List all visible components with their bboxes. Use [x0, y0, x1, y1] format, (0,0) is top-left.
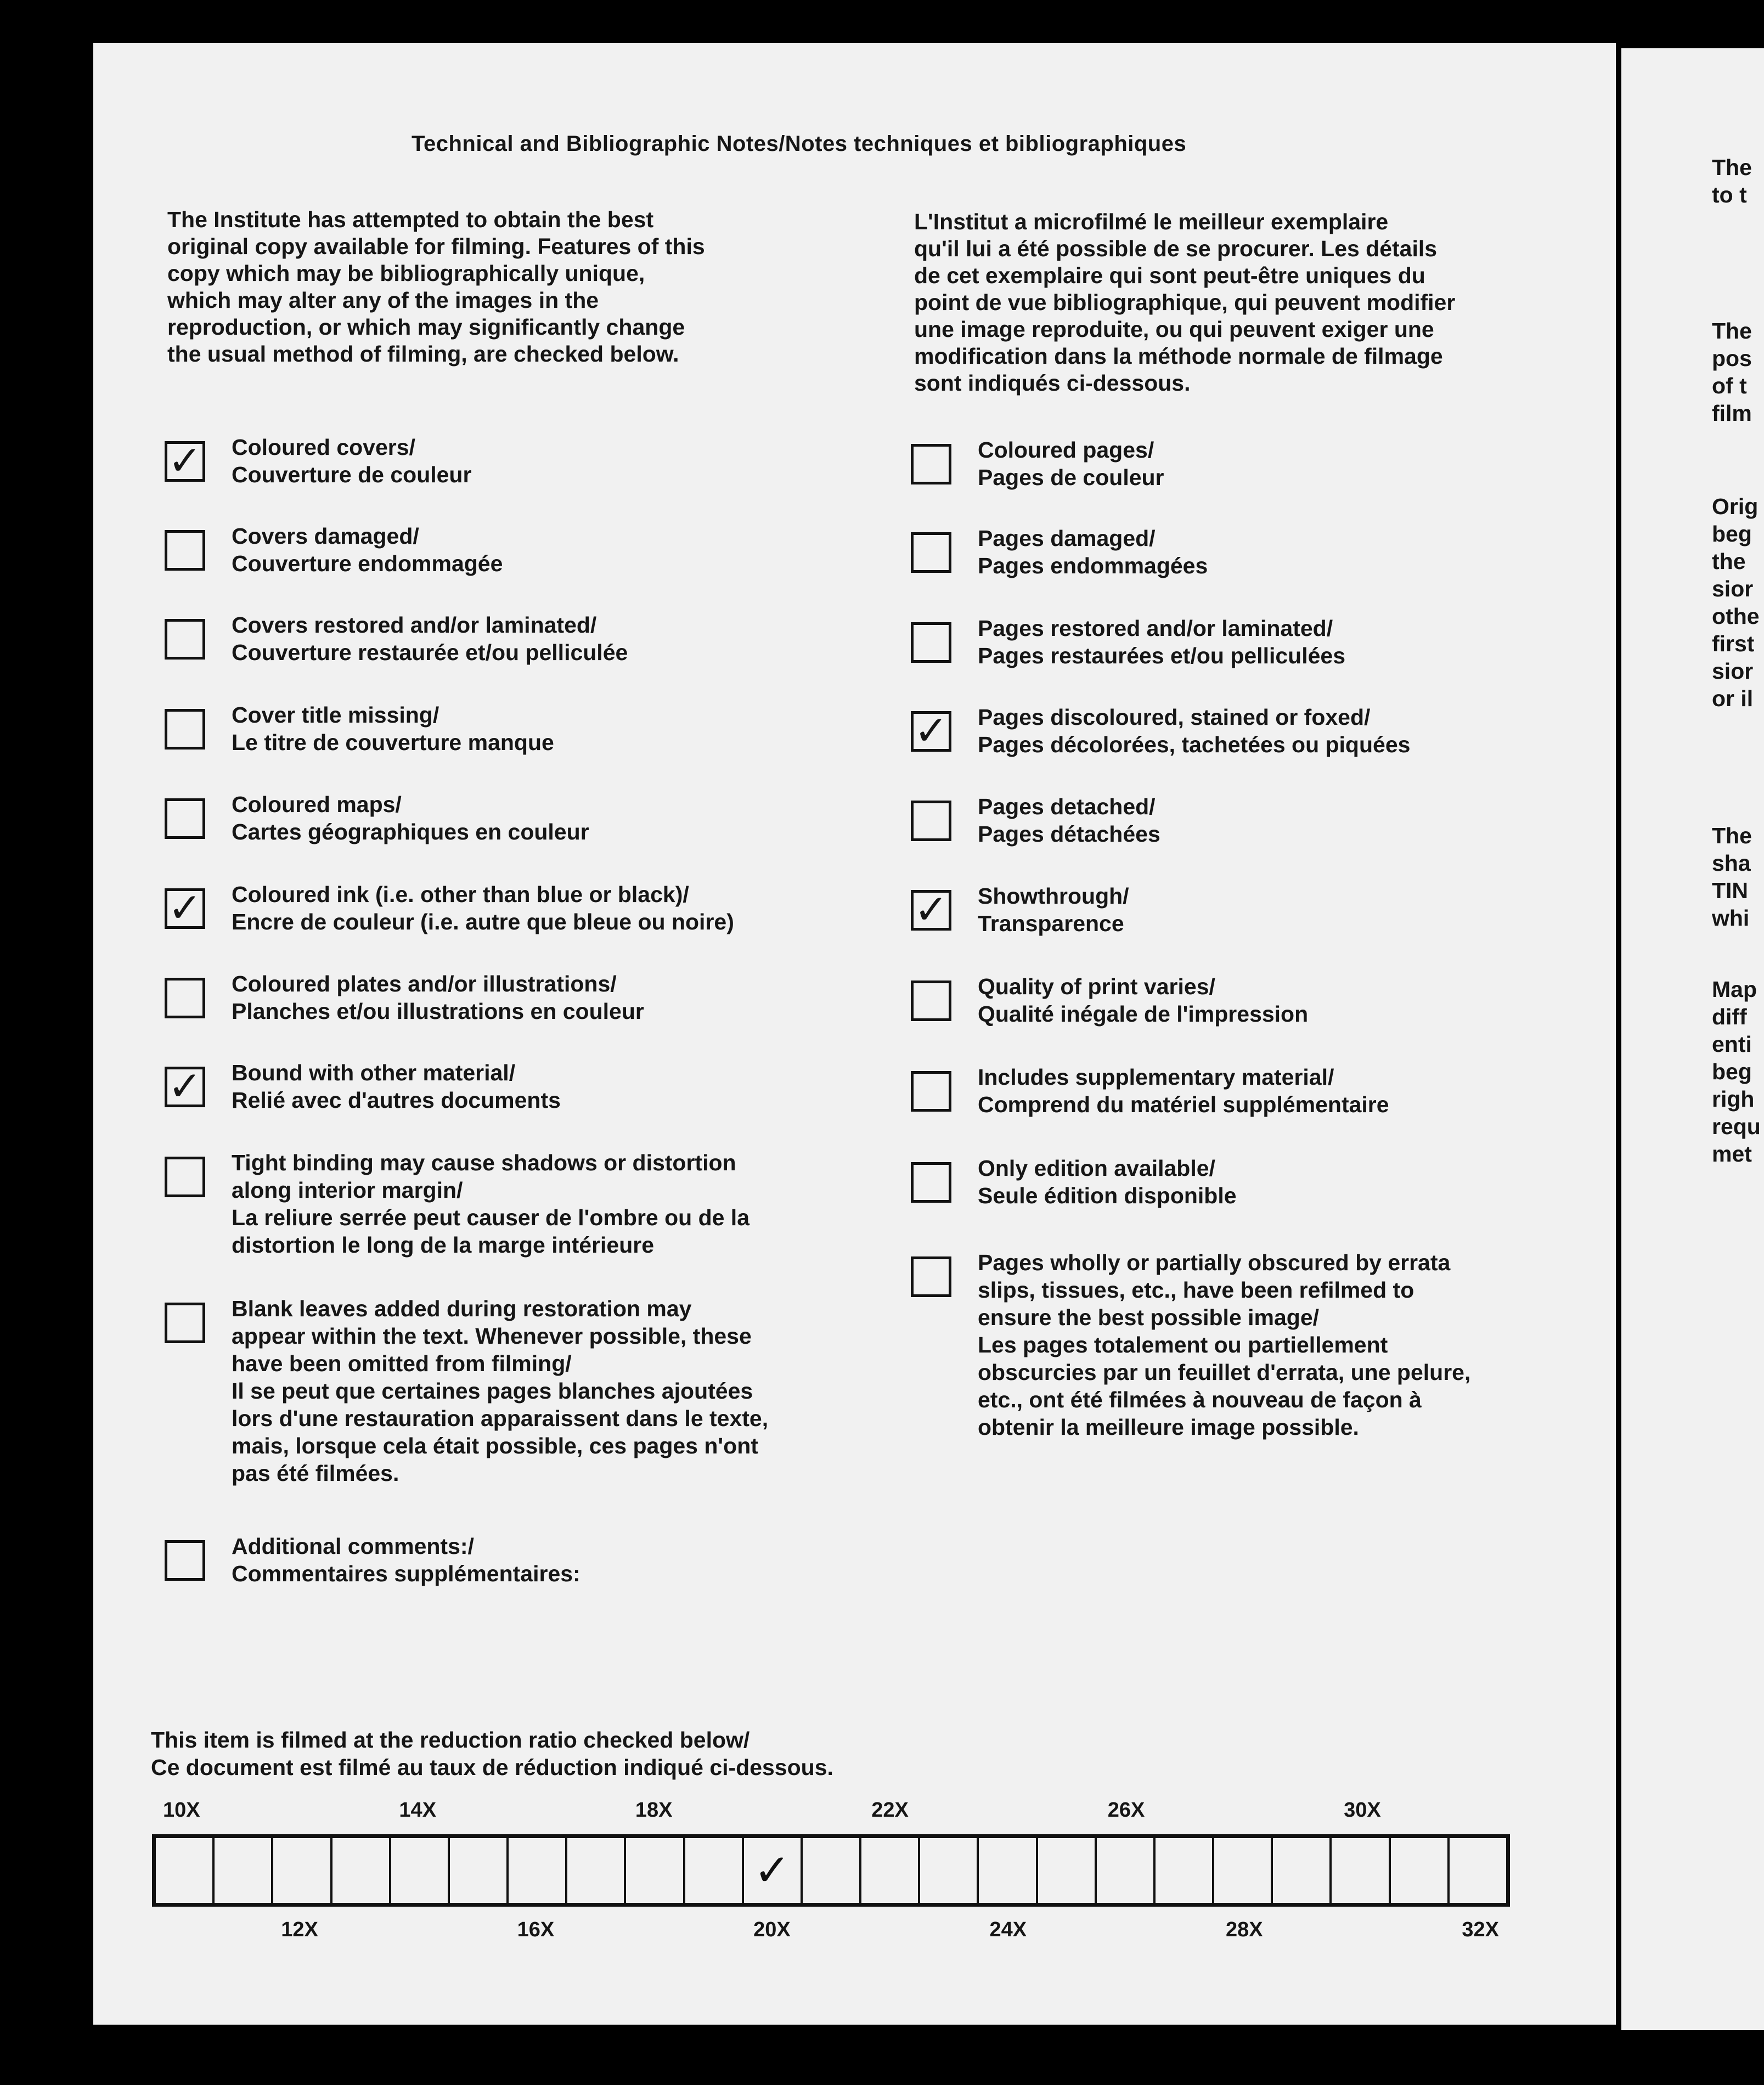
edge-text-line: first	[1712, 631, 1755, 656]
item-label-line: Includes supplementary material/	[978, 1064, 1334, 1090]
item-label-line: Il se peut que certaines pages blanches ajoutées	[232, 1378, 753, 1404]
item-label-line: Coloured plates and/or illustrations/	[232, 971, 617, 996]
edge-text-line: The	[1712, 155, 1752, 180]
edge-text-block	[1712, 976, 1761, 1168]
reduction-ratio-title	[151, 1726, 833, 1781]
ratio-label: 10X	[162, 1799, 200, 1822]
edge-text-line: beg	[1712, 521, 1752, 546]
edge-text-block	[1712, 154, 1752, 208]
edge-text-line: enti	[1712, 1032, 1752, 1057]
intro-line: reproduction, or which may significantly change	[167, 314, 685, 340]
item-label-line: Covers restored and/or laminated/	[232, 612, 597, 638]
item-label-line: pas été filmées.	[232, 1461, 399, 1486]
ratio-cell	[1097, 1838, 1156, 1903]
ratio-cell	[509, 1838, 567, 1903]
item-label-line: Pages de couleur	[978, 465, 1164, 490]
item-label-line: lors d'une restauration apparaissent dans le texte,	[232, 1406, 769, 1431]
ratio-cell	[332, 1838, 391, 1903]
ratio-cell	[626, 1838, 685, 1903]
edge-text-line: the	[1712, 549, 1746, 574]
ratio-cell	[156, 1838, 215, 1903]
intro-line: The Institute has attempted to obtain the best	[167, 207, 654, 232]
page-title: Technical and Bibliographic Notes/Notes techniques et bibliographiques	[412, 132, 1187, 156]
edge-text-line: film	[1712, 401, 1752, 426]
checkbox: ✓	[165, 1067, 205, 1107]
checkbox	[911, 801, 951, 841]
ratio-cell	[1038, 1838, 1097, 1903]
ratio-label: 16X	[517, 1918, 555, 1941]
item-label-line: Couverture restaurée et/ou pelliculée	[232, 640, 628, 665]
checkbox: ✓	[911, 890, 951, 931]
checkbox	[911, 1071, 951, 1112]
edge-text-line: sior	[1712, 576, 1754, 601]
ratio-label: 18X	[635, 1799, 673, 1822]
checkbox	[165, 1303, 205, 1343]
ratio-cell: ✓	[744, 1838, 803, 1903]
ratio-label: 32X	[1462, 1918, 1499, 1941]
edge-text-line: whi	[1712, 905, 1750, 931]
item-label-line: Blank leaves added during restoration may	[232, 1296, 692, 1321]
edge-text-line: of t	[1712, 373, 1747, 398]
edge-text-line: othe	[1712, 604, 1760, 629]
item-label-line: ensure the best possible image/	[978, 1305, 1320, 1330]
edge-text-line: diff	[1712, 1004, 1747, 1029]
item-label-line: mais, lorsque cela était possible, ces pages n'ont	[232, 1433, 758, 1458]
item-label-line: along interior margin/	[232, 1177, 463, 1203]
item-label-line: Pages endommagées	[978, 553, 1208, 578]
edge-text-line: sha	[1712, 850, 1751, 876]
item-label-line: Cartes géographiques en couleur	[232, 819, 589, 844]
ratio-cell	[391, 1838, 450, 1903]
checkbox	[165, 530, 205, 571]
ratio-cell	[920, 1838, 979, 1903]
edge-text-block	[1712, 493, 1760, 712]
checkbox	[165, 1157, 205, 1197]
item-label-line: Pages détachées	[978, 821, 1160, 847]
item-label-line: have been omitted from filming/	[232, 1351, 572, 1376]
edge-text-block	[1712, 822, 1752, 932]
ratio-label: 30X	[1344, 1799, 1381, 1822]
ratio-title-line: Ce document est filmé au taux de réduction indiqué ci-dessous.	[151, 1755, 833, 1780]
item-label-line: Couverture de couleur	[232, 462, 472, 487]
edge-text-line: requ	[1712, 1114, 1761, 1139]
checkbox	[911, 532, 951, 573]
checkbox: ✓	[165, 441, 205, 482]
item-label-line: Cover title missing/	[232, 702, 439, 728]
item-label-line: Planches et/ou illustrations en couleur	[232, 999, 644, 1024]
item-label-line: Encre de couleur (i.e. autre que bleue ou noire)	[232, 909, 734, 934]
ratio-label: 14X	[399, 1799, 437, 1822]
item-label-line: Transparence	[978, 911, 1124, 936]
edge-text-line: righ	[1712, 1086, 1755, 1112]
ratio-cell	[1450, 1838, 1506, 1903]
checkbox	[911, 1256, 951, 1297]
item-label-line: Tight binding may cause shadows or distortion	[232, 1150, 736, 1175]
ratio-label: 20X	[753, 1918, 791, 1941]
ratio-cell	[685, 1838, 744, 1903]
intro-line: original copy available for filming. Features of this	[167, 234, 705, 259]
edge-text-line: Map	[1712, 977, 1757, 1002]
checkbox	[165, 1540, 205, 1581]
intro-line: which may alter any of the images in the	[167, 288, 599, 313]
ratio-cell	[1391, 1838, 1450, 1903]
edge-text-line: sior	[1712, 658, 1754, 684]
item-label-line: Commentaires supplémentaires:	[232, 1561, 581, 1586]
intro-line: sont indiqués ci-dessous.	[914, 370, 1191, 396]
item-label-line: Pages wholly or partially obscured by errata	[978, 1250, 1451, 1275]
ratio-cell	[1214, 1838, 1273, 1903]
intro-line: modification dans la méthode normale de filmage	[914, 343, 1443, 369]
ratio-label: 12X	[281, 1918, 318, 1941]
ratio-label: 22X	[871, 1799, 909, 1822]
edge-text-line: or il	[1712, 686, 1754, 711]
item-label-line: Pages detached/	[978, 794, 1156, 819]
item-label-line: Quality of print varies/	[978, 974, 1215, 999]
intro-line: L'Institut a microfilmé le meilleur exemplaire	[914, 209, 1389, 234]
intro-line: une image reproduite, ou qui peuvent exiger une	[914, 317, 1434, 342]
item-label-line: Pages damaged/	[978, 526, 1156, 551]
intro-line: the usual method of filming, are checked below.	[167, 341, 679, 367]
edge-text-line: TIN	[1712, 878, 1749, 903]
edge-text-line: The	[1712, 823, 1752, 848]
intro-line: point de vue bibliographique, qui peuvent modifier	[914, 290, 1456, 315]
item-label-line: Covers damaged/	[232, 523, 419, 549]
checkbox: ✓	[165, 888, 205, 929]
reduction-ratio-bar	[152, 1834, 1510, 1907]
checkbox	[165, 619, 205, 660]
ratio-title-line: This item is filmed at the reduction ratio checked below/	[151, 1727, 750, 1752]
ratio-cell	[273, 1838, 332, 1903]
ratio-cell	[979, 1838, 1038, 1903]
ratio-cell	[450, 1838, 509, 1903]
edge-text-line: to t	[1712, 182, 1747, 207]
item-label-line: Pages restored and/or laminated/	[978, 616, 1333, 641]
edge-text-line: beg	[1712, 1059, 1752, 1084]
item-label-line: Pages décolorées, tachetées ou piquées	[978, 732, 1411, 757]
item-label-line: Additional comments:/	[232, 1534, 474, 1559]
item-label-line: etc., ont été filmées à nouveau de façon à	[978, 1387, 1422, 1412]
checkbox	[165, 978, 205, 1018]
ratio-label: 28X	[1225, 1918, 1263, 1941]
item-label-line: Relié avec d'autres documents	[232, 1087, 561, 1113]
item-label-line: Coloured covers/	[232, 435, 415, 460]
edge-text-line: The	[1712, 318, 1752, 343]
edge-text-line: pos	[1712, 346, 1752, 371]
item-label-line: Coloured maps/	[232, 792, 402, 817]
intro-line: de cet exemplaire qui sont peut-être uniques du	[914, 263, 1425, 288]
edge-text-line: Orig	[1712, 494, 1759, 519]
item-label-line: Coloured ink (i.e. other than blue or black)/	[232, 882, 689, 907]
intro-line: qu'il lui a été possible de se procurer. Les détails	[914, 236, 1438, 261]
item-label-line: Bound with other material/	[232, 1060, 516, 1085]
item-label-line: Le titre de couverture manque	[232, 730, 554, 755]
adjacent-page-edge	[1621, 48, 1764, 2030]
ratio-cell	[215, 1838, 273, 1903]
checkbox: ✓	[911, 711, 951, 752]
checkbox	[911, 622, 951, 663]
checkbox	[165, 798, 205, 839]
item-label-line: obscurcies par un feuillet d'errata, une pelure,	[978, 1360, 1471, 1385]
item-label-line: La reliure serrée peut causer de l'ombre ou de la	[232, 1205, 750, 1230]
ratio-label: 26X	[1107, 1799, 1145, 1822]
form-page	[93, 43, 1616, 2025]
item-label-line: slips, tissues, etc., have been refilmed to	[978, 1277, 1414, 1303]
item-label-line: obtenir la meilleure image possible.	[978, 1415, 1359, 1440]
checkbox	[911, 444, 951, 484]
intro-french	[914, 208, 1455, 397]
ratio-label: 24X	[989, 1918, 1027, 1941]
ratio-cell	[1156, 1838, 1214, 1903]
item-label-line: Qualité inégale de l'impression	[978, 1001, 1309, 1027]
ratio-cell	[803, 1838, 861, 1903]
checkbox	[165, 709, 205, 750]
ratio-cell	[1332, 1838, 1390, 1903]
item-label-line: Pages discoloured, stained or foxed/	[978, 705, 1371, 730]
item-label-line: Pages restaurées et/ou pelliculées	[978, 643, 1345, 668]
item-label-line: distortion le long de la marge intérieure	[232, 1232, 655, 1258]
intro-english	[167, 206, 705, 368]
checkbox	[911, 980, 951, 1021]
item-label-line: Seule édition disponible	[978, 1183, 1237, 1208]
item-label-line: Only edition available/	[978, 1156, 1215, 1181]
item-label-line: Coloured pages/	[978, 437, 1154, 463]
item-label-line: Les pages totalement ou partiellement	[978, 1332, 1388, 1357]
intro-line: copy which may be bibliographically unique,	[167, 261, 645, 286]
item-label-line: Showthrough/	[978, 883, 1129, 909]
item-label-line: Couverture endommagée	[232, 551, 503, 576]
ratio-cell	[1273, 1838, 1332, 1903]
ratio-cell	[567, 1838, 626, 1903]
item-label-line: Comprend du matériel supplémentaire	[978, 1092, 1389, 1117]
ratio-cell	[861, 1838, 920, 1903]
item-label-line: appear within the text. Whenever possible, these	[232, 1323, 752, 1349]
checkbox	[911, 1162, 951, 1203]
edge-text-line: met	[1712, 1141, 1752, 1167]
edge-text-block	[1712, 317, 1752, 427]
